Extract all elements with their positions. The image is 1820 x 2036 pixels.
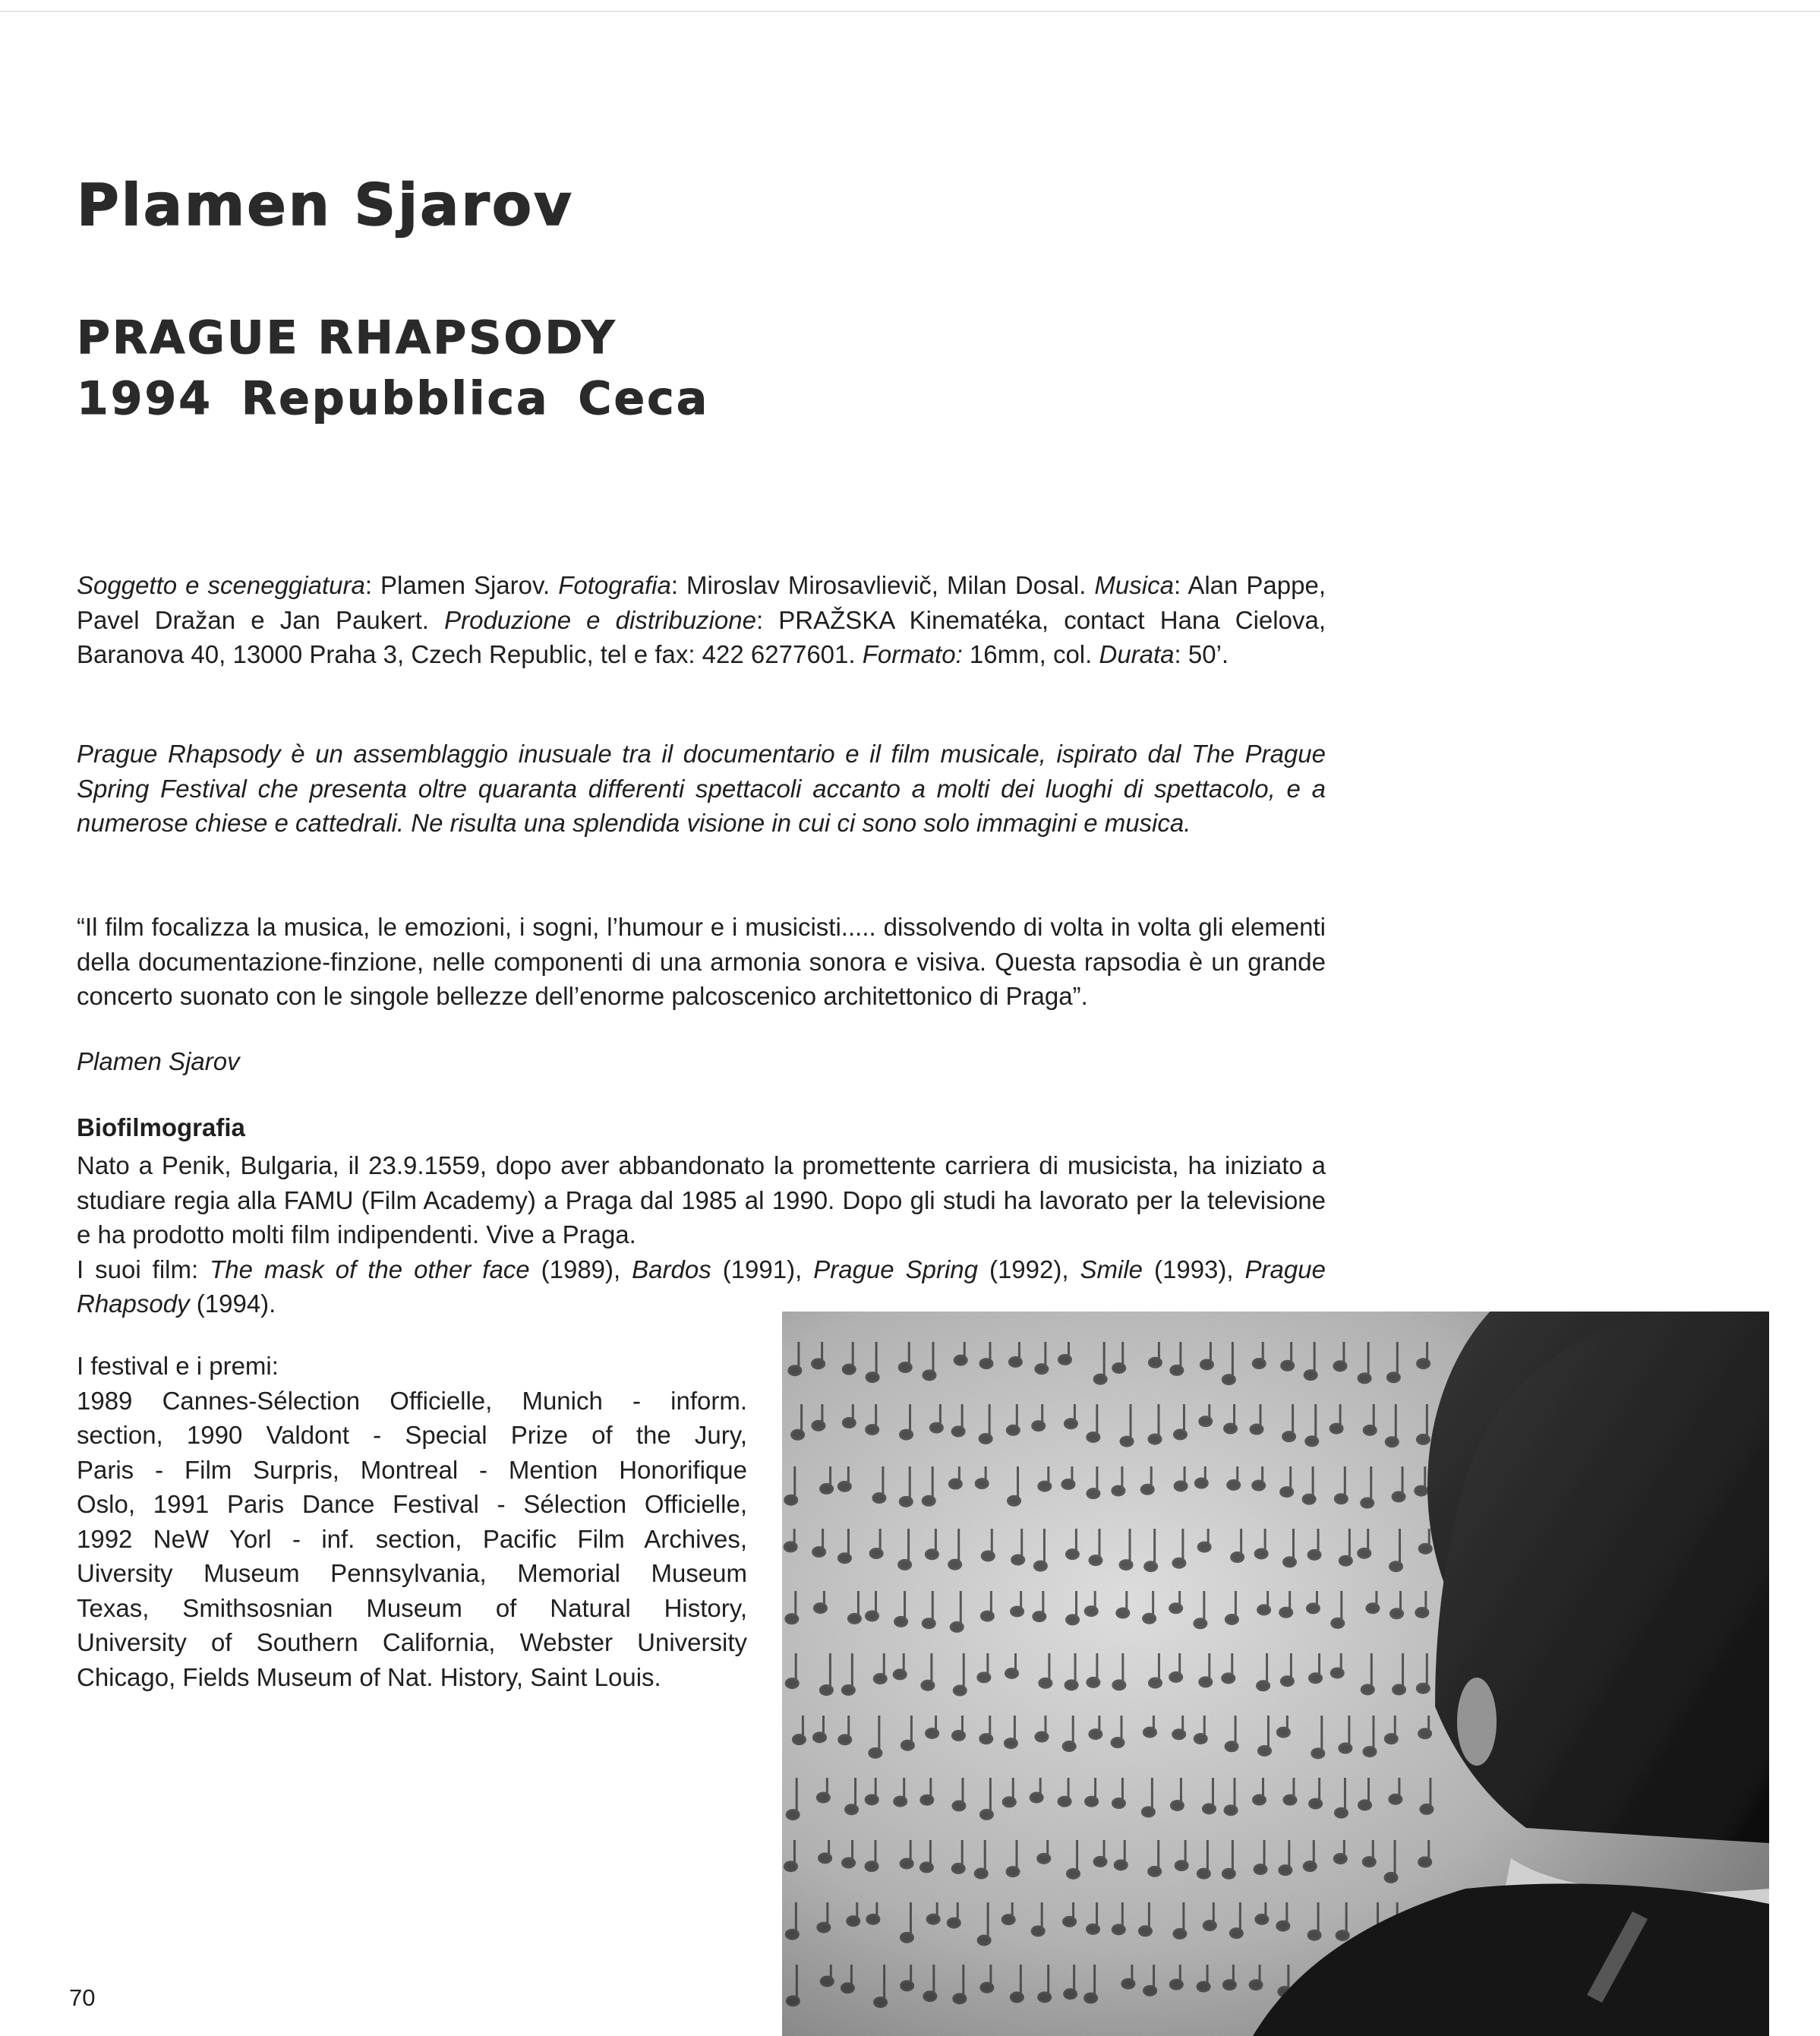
films-intro: I suoi film: [77, 1255, 210, 1283]
top-border-line [0, 11, 1820, 12]
director-name: Plamen Sjarov [77, 171, 574, 238]
film-year-2: (1991), [711, 1255, 814, 1283]
soggetto-value: : Plamen Sjarov. [364, 571, 559, 599]
credits-paragraph [77, 568, 1326, 672]
festivals-line: Paris - Film Surpris, Montreal - Mention Honorifique [77, 1455, 747, 1484]
biofilmografia-heading: Biofilmografia [77, 1113, 245, 1141]
film-title-1: The mask of the other face [210, 1255, 530, 1283]
produzione-label: Produzione e distribuzione [444, 605, 756, 634]
festivals-line: University of Southern California, Webster University [77, 1628, 747, 1656]
festivals-line: Texas, Smithsosnian Museum of Natural History, [77, 1593, 747, 1622]
film-year-4: (1993), [1143, 1255, 1245, 1283]
film-title-3: Prague Spring [813, 1255, 978, 1283]
bio-text: Nato a Penik, Bulgaria, il 23.9.1559, dopo aver abbandonato la promettente carriera di musicista, ha iniziato a studiare regia alla FAMU (Film Academy) a Praga dal 1985 al 1990. Dopo gli studi ha lavorato per la televisione e ha prodotto molti film indipendenti. Vive a Praga. [77, 1151, 1326, 1248]
musica-value: : Alan Pappe, Pavel Dražan e Jan Paukert. [77, 571, 1326, 634]
durata-value: : 50’. [1174, 640, 1229, 668]
fotografia-label: Fotografia [558, 571, 671, 599]
produzione-value: : PRAŽSKA Kinematéka, contact Hana Cielova, Baranova 40, 13000 Praha 3, Czech Republic, tel e fax: 422 6277601. [77, 605, 1326, 668]
film-year-1: (1989), [529, 1255, 632, 1283]
festivals-heading: I festival e i premi: [77, 1352, 279, 1380]
quote-signature: Plamen Sjarov [77, 1047, 240, 1075]
festivals-paragraph [77, 1349, 747, 1694]
festivals-line: 1992 NeW Yorl - inf. section, Pacific Film Archives, [77, 1524, 747, 1553]
soggetto-label: Soggetto e sceneggiatura [77, 571, 365, 599]
festivals-line: section, 1990 Valdont - Special Prize of the Jury, [77, 1421, 747, 1449]
director-quote: “Il film focalizza la musica, le emozioni, i sogni, l’humour e i musicisti..... dissolvendo di volta in volta gli elementi della documentazione-finzione, nelle componenti di una armonia sonora e visiva. Questa rapsodia è un grande concerto suonato con le singole bellezze dell’enorme palcoscenico architettonico di Praga”. [77, 913, 1326, 1010]
biofilmografia-paragraph [77, 1148, 1326, 1321]
synopsis-paragraph: Prague Rhapsody è un assemblaggio inusuale tra il documentario e il film musicale, ispirato dal The Prague Spring Festival che presenta oltre quaranta differenti spettacoli accanto a molti dei luoghi di spettacolo, e a numerose chiese e cattedrali. Ne risulta una splendida visione in cui ci sono solo immagini e musica. [77, 740, 1326, 837]
musica-label: Musica [1094, 571, 1174, 599]
festivals-line: Chicago, Fields Museum of Nat. History, Saint Louis. [77, 1662, 661, 1691]
durata-label: Durata [1099, 640, 1175, 668]
film-year-5: (1994). [189, 1289, 276, 1318]
festivals-line: 1989 Cannes-Sélection Officielle, Munich - inform. [77, 1386, 747, 1415]
film-title-2: Bardos [632, 1255, 711, 1283]
film-still-photo [782, 1312, 1769, 2036]
fotografia-value: : Miroslav Mirosavlievič, Milan Dosal. [670, 571, 1095, 599]
formato-label: Formato: [862, 640, 963, 668]
film-title-4: Smile [1080, 1255, 1143, 1283]
formato-value: 16mm, col. [962, 640, 1099, 668]
film-title-5: Prague Rhapsody [77, 1255, 1326, 1318]
festivals-line: Uiversity Museum Pennsylvania, Memorial Museum [77, 1559, 747, 1587]
page-number: 70 [69, 1984, 96, 2011]
film-year-country: 1994 Repubblica Ceca [77, 372, 710, 425]
film-year-3: (1992), [978, 1255, 1080, 1283]
film-title: PRAGUE RHAPSODY [77, 311, 617, 365]
festivals-line: Oslo, 1991 Paris Dance Festival - Sélection Officielle, [77, 1490, 747, 1518]
